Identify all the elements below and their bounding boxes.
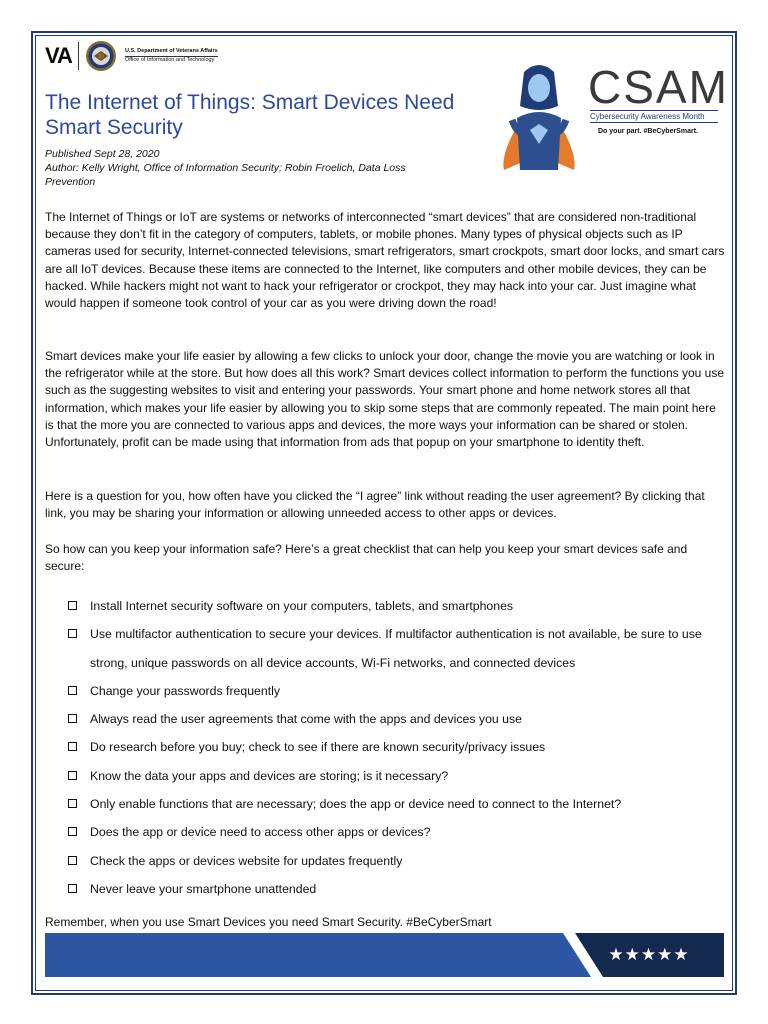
checklist-item-text: Use multifactor authentication to secure your devices. If multifactor authentication is not available, be sure to use strong, unique passwords on all device accounts, Wi-Fi networks, and connected devices (90, 627, 702, 670)
checklist-item-text: Only enable functions that are necessary; does the app or device need to connect to the Internet? (90, 797, 622, 812)
paragraph-checklist-intro: So how can you keep your information safe? Here’s a great checklist that can help you keep your smart devices safe and secure: (45, 542, 688, 574)
checklist-item (68, 705, 724, 733)
logo-divider (78, 42, 79, 70)
csam-subtitle: Cybersecurity Awareness Month (590, 110, 718, 123)
author-line: Author: Kelly Wright, Office of Information Security; Robin Froelich, Data Loss Prevention (45, 162, 406, 188)
csam-wordmark: CSAM (588, 61, 729, 113)
dept-line-2: Office of Information and Technology (124, 57, 215, 63)
paragraph-smart-devices: Smart devices make your life easier by allowing a few clicks to unlock your door, change the movie you are watching or look in the refrigerator while at the store. But how does all this work? Smart devices collect information to perform the functions you use such as the suggesting websites to visit and entering your passwords. Your smart phone and home network stores all that information, which makes your life easier by allowing you to skip some steps that are commonly repeated. The main point here is that the more you are connected to various apps and devices, the more ways your information can be shared or stolen. Unfortunately, profit can be made using that information from ads that popup on your smartphone to identity theft. (45, 349, 724, 450)
checkbox-icon (68, 601, 77, 610)
published-date: Published Sept 28, 2020 (45, 148, 160, 160)
checkbox-icon (68, 742, 77, 751)
checklist-item-text: Install Internet security software on your computers, tablets, and smartphones (90, 599, 514, 613)
checklist-item (68, 592, 724, 620)
checklist-item (68, 677, 724, 705)
checklist-item (68, 790, 724, 818)
va-logo (45, 38, 218, 74)
checklist-item-text: Know the data your apps and devices are storing; is it necessary? (90, 768, 449, 783)
checklist-item (68, 818, 724, 846)
checklist-item-text: Always read the user agreements that come with the apps and devices you use (90, 712, 523, 727)
checkbox-icon (68, 686, 77, 695)
checkbox-icon (68, 799, 77, 808)
checklist-item-text: Does the app or device need to access other apps or devices? (90, 825, 431, 840)
footer-stars: ★★★★★ (608, 945, 690, 965)
va-seal-icon (85, 40, 117, 72)
checklist-item-text: Check the apps or devices website for updates frequently (90, 853, 403, 868)
checkbox-icon (68, 827, 77, 836)
hero-face (528, 74, 550, 102)
checkbox-icon (68, 884, 77, 893)
checklist-item-text: Never leave your smartphone unattended (90, 881, 317, 896)
checklist-item (68, 762, 724, 790)
va-logo-text: VA (45, 43, 72, 68)
checkbox-icon (68, 629, 77, 638)
checklist-item-text: Do research before you buy; check to see if there are known security/privacy issues (90, 740, 546, 755)
checklist-item (68, 620, 724, 677)
article-meta (45, 147, 455, 189)
footer-banner (45, 933, 724, 977)
checklist-item (68, 875, 724, 903)
checkbox-icon (68, 856, 77, 865)
csam-tagline: Do your part. #BeCyberSmart. (598, 128, 698, 135)
dept-line-1: U.S. Department of Veterans Affairs (125, 48, 218, 57)
checkbox-icon (68, 771, 77, 780)
paragraph-i-agree: Here is a question for you, how often have you clicked the “I agree” link without reading the user agreement? By clicking that link, you may be sharing your information or allowing unneeded access to other apps or devices. (45, 489, 705, 521)
checkbox-icon (68, 714, 77, 723)
security-checklist (68, 592, 724, 903)
checklist-item (68, 733, 724, 761)
checklist-item-text: Change your passwords frequently (90, 683, 281, 698)
checklist-item (68, 847, 724, 875)
closing-line: Remember, when you use Smart Devices you need Smart Security. #BeCyberSmart (45, 915, 492, 929)
paragraph-iot-intro: The Internet of Things or IoT are systems or networks of interconnected “smart devices” that are considered non-traditional because they don’t fit in the category of computers, tablets, or mobile phones. Many types of physical objects such as IP cameras used for security, Internet-connected televisions, smart refrigerators, smart crockpots, smart door locks, and smart cars are all IoT devices. Because these items are connected to the Internet, like computers and other mobile devices, they can be hacked. While hackers might not want to hack your refrigerator or crockpot, they may hack into your car. Just imagine what would happen if someone took control of your car as you were driving down the road! (45, 210, 725, 311)
dept-name (125, 48, 218, 64)
article-title: The Internet of Things: Smart Devices Need Smart Security (45, 91, 455, 139)
